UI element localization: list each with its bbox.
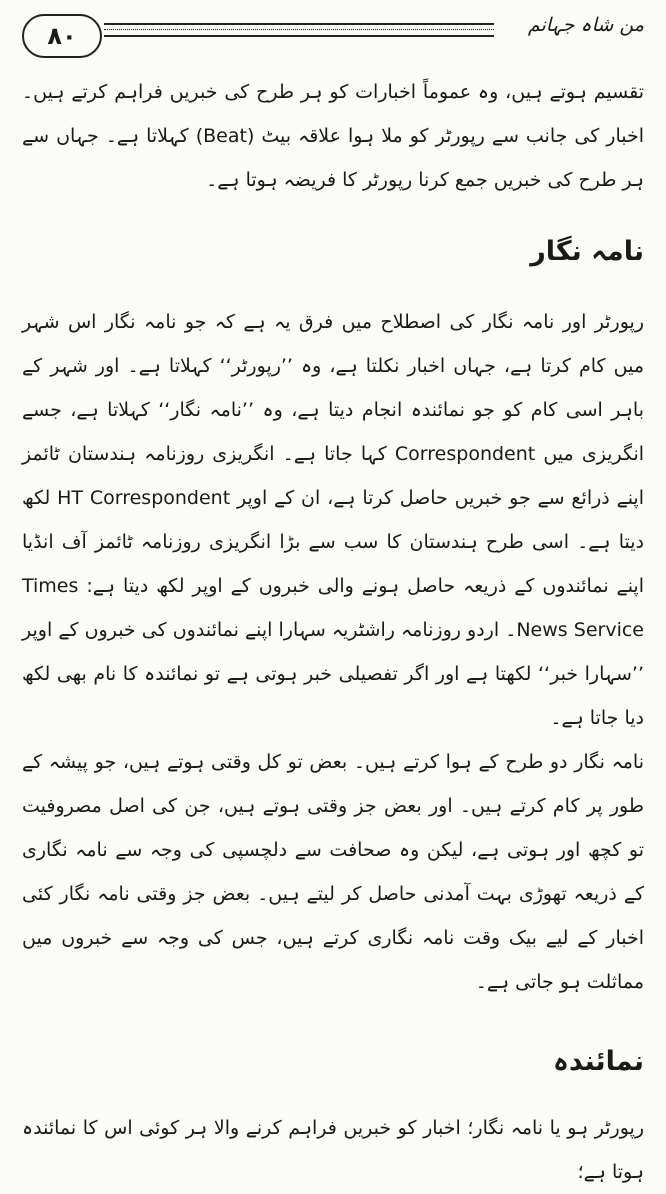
page-body [22, 70, 644, 1194]
intro-paragraph: تقسیم ہوتے ہیں، وہ عموماً اخبارات کو ہر طرح کی خبریں فراہم کرتے ہیں۔ اخبار کی جانب سے رپورٹر کو ملا ہوا علاقہ بیٹ (Beat) کہلاتا ہے۔ جہاں سے ہر طرح کی خبریں جمع کرنا رپورٹر کا فریضہ ہوتا ہے۔ [22, 81, 645, 191]
numainda-paragraph-1: رپورٹر ہو یا نامہ نگار؛ اخبار کو خبریں فراہم کرنے والا ہر کوئی اس کا نمائندہ ہوتا ہے؛ [22, 1117, 644, 1183]
heading-numainda: نمائندہ [553, 1046, 644, 1077]
nama-nigar-paragraph-1: رپورٹر اور نامہ نگار کی اصطلاح میں فرق یہ ہے کہ جو نامہ نگار اس شہر میں کام کرتا ہے، جہاں اخبار نکلتا ہے، وہ ’’رپورٹر‘‘ کہلاتا ہے۔ اور شہر کے باہر اسی کام کو جو نمائندہ انجام دیتا ہے، وہ ’’نامہ نگار‘‘ کہلاتا ہے، جسے انگریزی میں Correspondent کہا جاتا ہے۔ انگریزی روزنامہ ہندستان ٹائمز اپنے ذرائع سے جو خبریں حاصل کرتا ہے، ان کے اوپر HT Correspondent لکھ دیتا ہے۔ اسی طرح ہندستان کا سب سے بڑا انگریزی روزنامہ ٹائمز آف انڈیا اپنے نمائندوں کے ذریعہ حاصل ہونے والی خبروں کے اوپر لکھ دیتا ہے: Times News Service۔ اردو روزنامہ راشٹریہ سہارا اپنے نمائندوں کی خبروں کے اوپر ’’سہارا خبر‘‘ لکھتا ہے اور اگر تفصیلی خبر ہوتی ہے تو نمائندہ کا نام بھی لکھ دیا جاتا ہے۔ [22, 311, 645, 729]
page-header [22, 14, 644, 66]
running-head-title: من شاہ جہانم [527, 14, 644, 36]
header-decorative-rule [104, 23, 494, 45]
page-number-badge: ۸۰ [22, 14, 102, 58]
nama-nigar-paragraph-2: نامہ نگار دو طرح کے ہوا کرتے ہیں۔ بعض تو کل وقتی ہوتے ہیں، جو پیشہ کے طور پر کام کرتے ہیں۔ اور بعض جز وقتی ہوتے ہیں، جن کی اصل مصروفیت تو کچھ اور ہوتی ہے، لیکن وہ صحافت سے دلچسپی کی وجہ سے نامہ نگاری کے ذریعہ تھوڑی بہت آمدنی حاصل کر لیتے ہیں۔ بعض جز وقتی نامہ نگار کئی اخبار کے لیے بیک وقت نامہ نگاری کرتے ہیں، جس کی وجہ سے خبروں میں مماثلت ہو جاتی ہے۔ [22, 751, 644, 993]
heading-nama-nigar: نامہ نگار [530, 236, 644, 267]
